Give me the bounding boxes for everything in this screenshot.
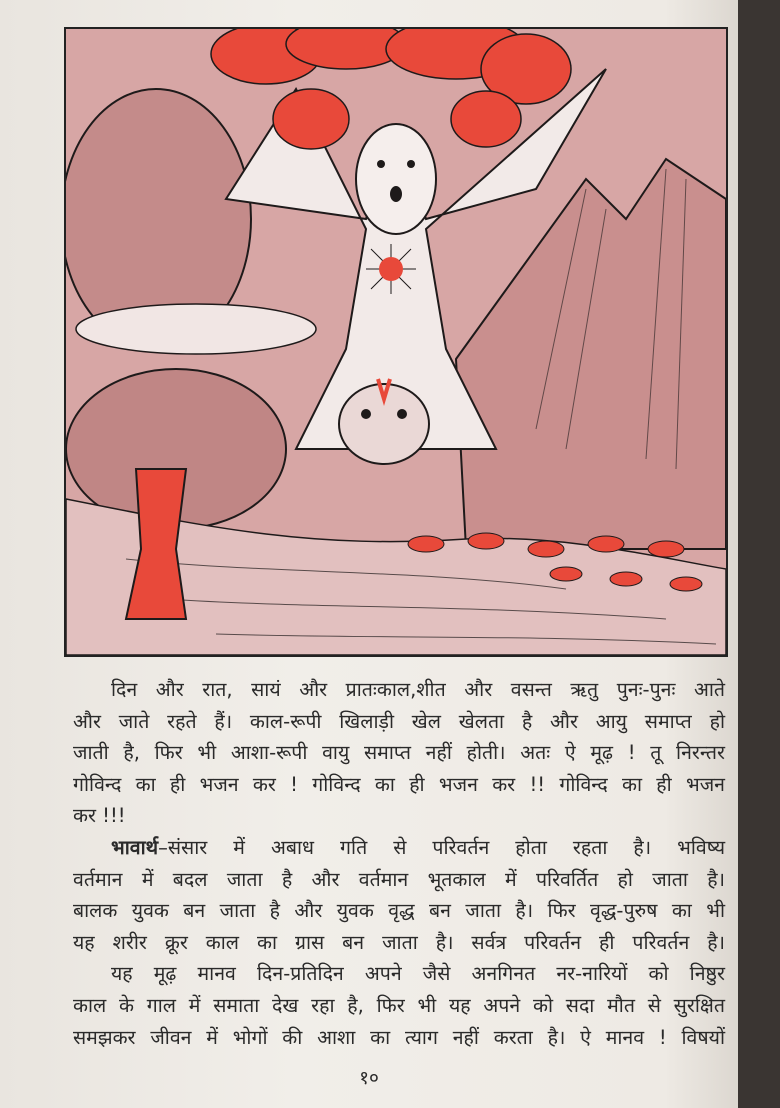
meaning-line [73,832,725,864]
meaning-text: –संसार में अबाध गति से परिवर्तन होता रहता है। भविष्य [158,835,725,859]
meaning-line: बालक युवक बन जाता है और युवक वृद्ध बन जाता है। फिर वृद्ध-पुरुष का भी [73,899,725,923]
body-text [73,674,725,1053]
verse-line: जाती है, फिर भी आशा-रूपी वायु समाप्त नहीं होती। अतः ऐ मूढ़ ! तू निरन्तर [73,741,725,765]
meaning-line: वर्तमान में बदल जाता है और वर्तमान भूतकाल में परिवर्तित हो जाता है। [73,867,725,891]
verse-line: गोविन्द का ही भजन कर ! गोविन्द का ही भजन कर !! गोविन्द का ही भजन [73,772,725,796]
verse-line: और जाते रहते हैं। काल-रूपी खिलाड़ी खेल खेलता है और आयु समाप्त हो [73,709,725,733]
meaning-label: भावार्थ [111,835,159,859]
meaning-line: काल के गाल में समाता देख रहा है, फिर भी यह अपने को सदा मौत से सुरक्षित [73,993,725,1017]
verse-line: कर !!! [73,804,126,828]
illustration-kala-time-figure [64,27,728,657]
meaning-line: समझकर जीवन में भोगों की आशा का त्याग नहीं करता है। ऐ मानव ! विषयों [73,1025,725,1049]
meaning-line: यह मूढ़ मानव दिन-प्रतिदिन अपने जैसे अनगिनत नर-नारियों को निष्ठुर [111,962,725,986]
meaning-line: यह शरीर क्रूर काल का ग्रास बन जाता है। सर्वत्र परिवर्तन ही परिवर्तन है। [73,930,725,954]
verse-line: दिन और रात, सायं और प्रातःकाल,शीत और वसन्त ऋतु पुनः-पुनः आते [111,678,725,701]
page-number: १० [359,1067,379,1089]
